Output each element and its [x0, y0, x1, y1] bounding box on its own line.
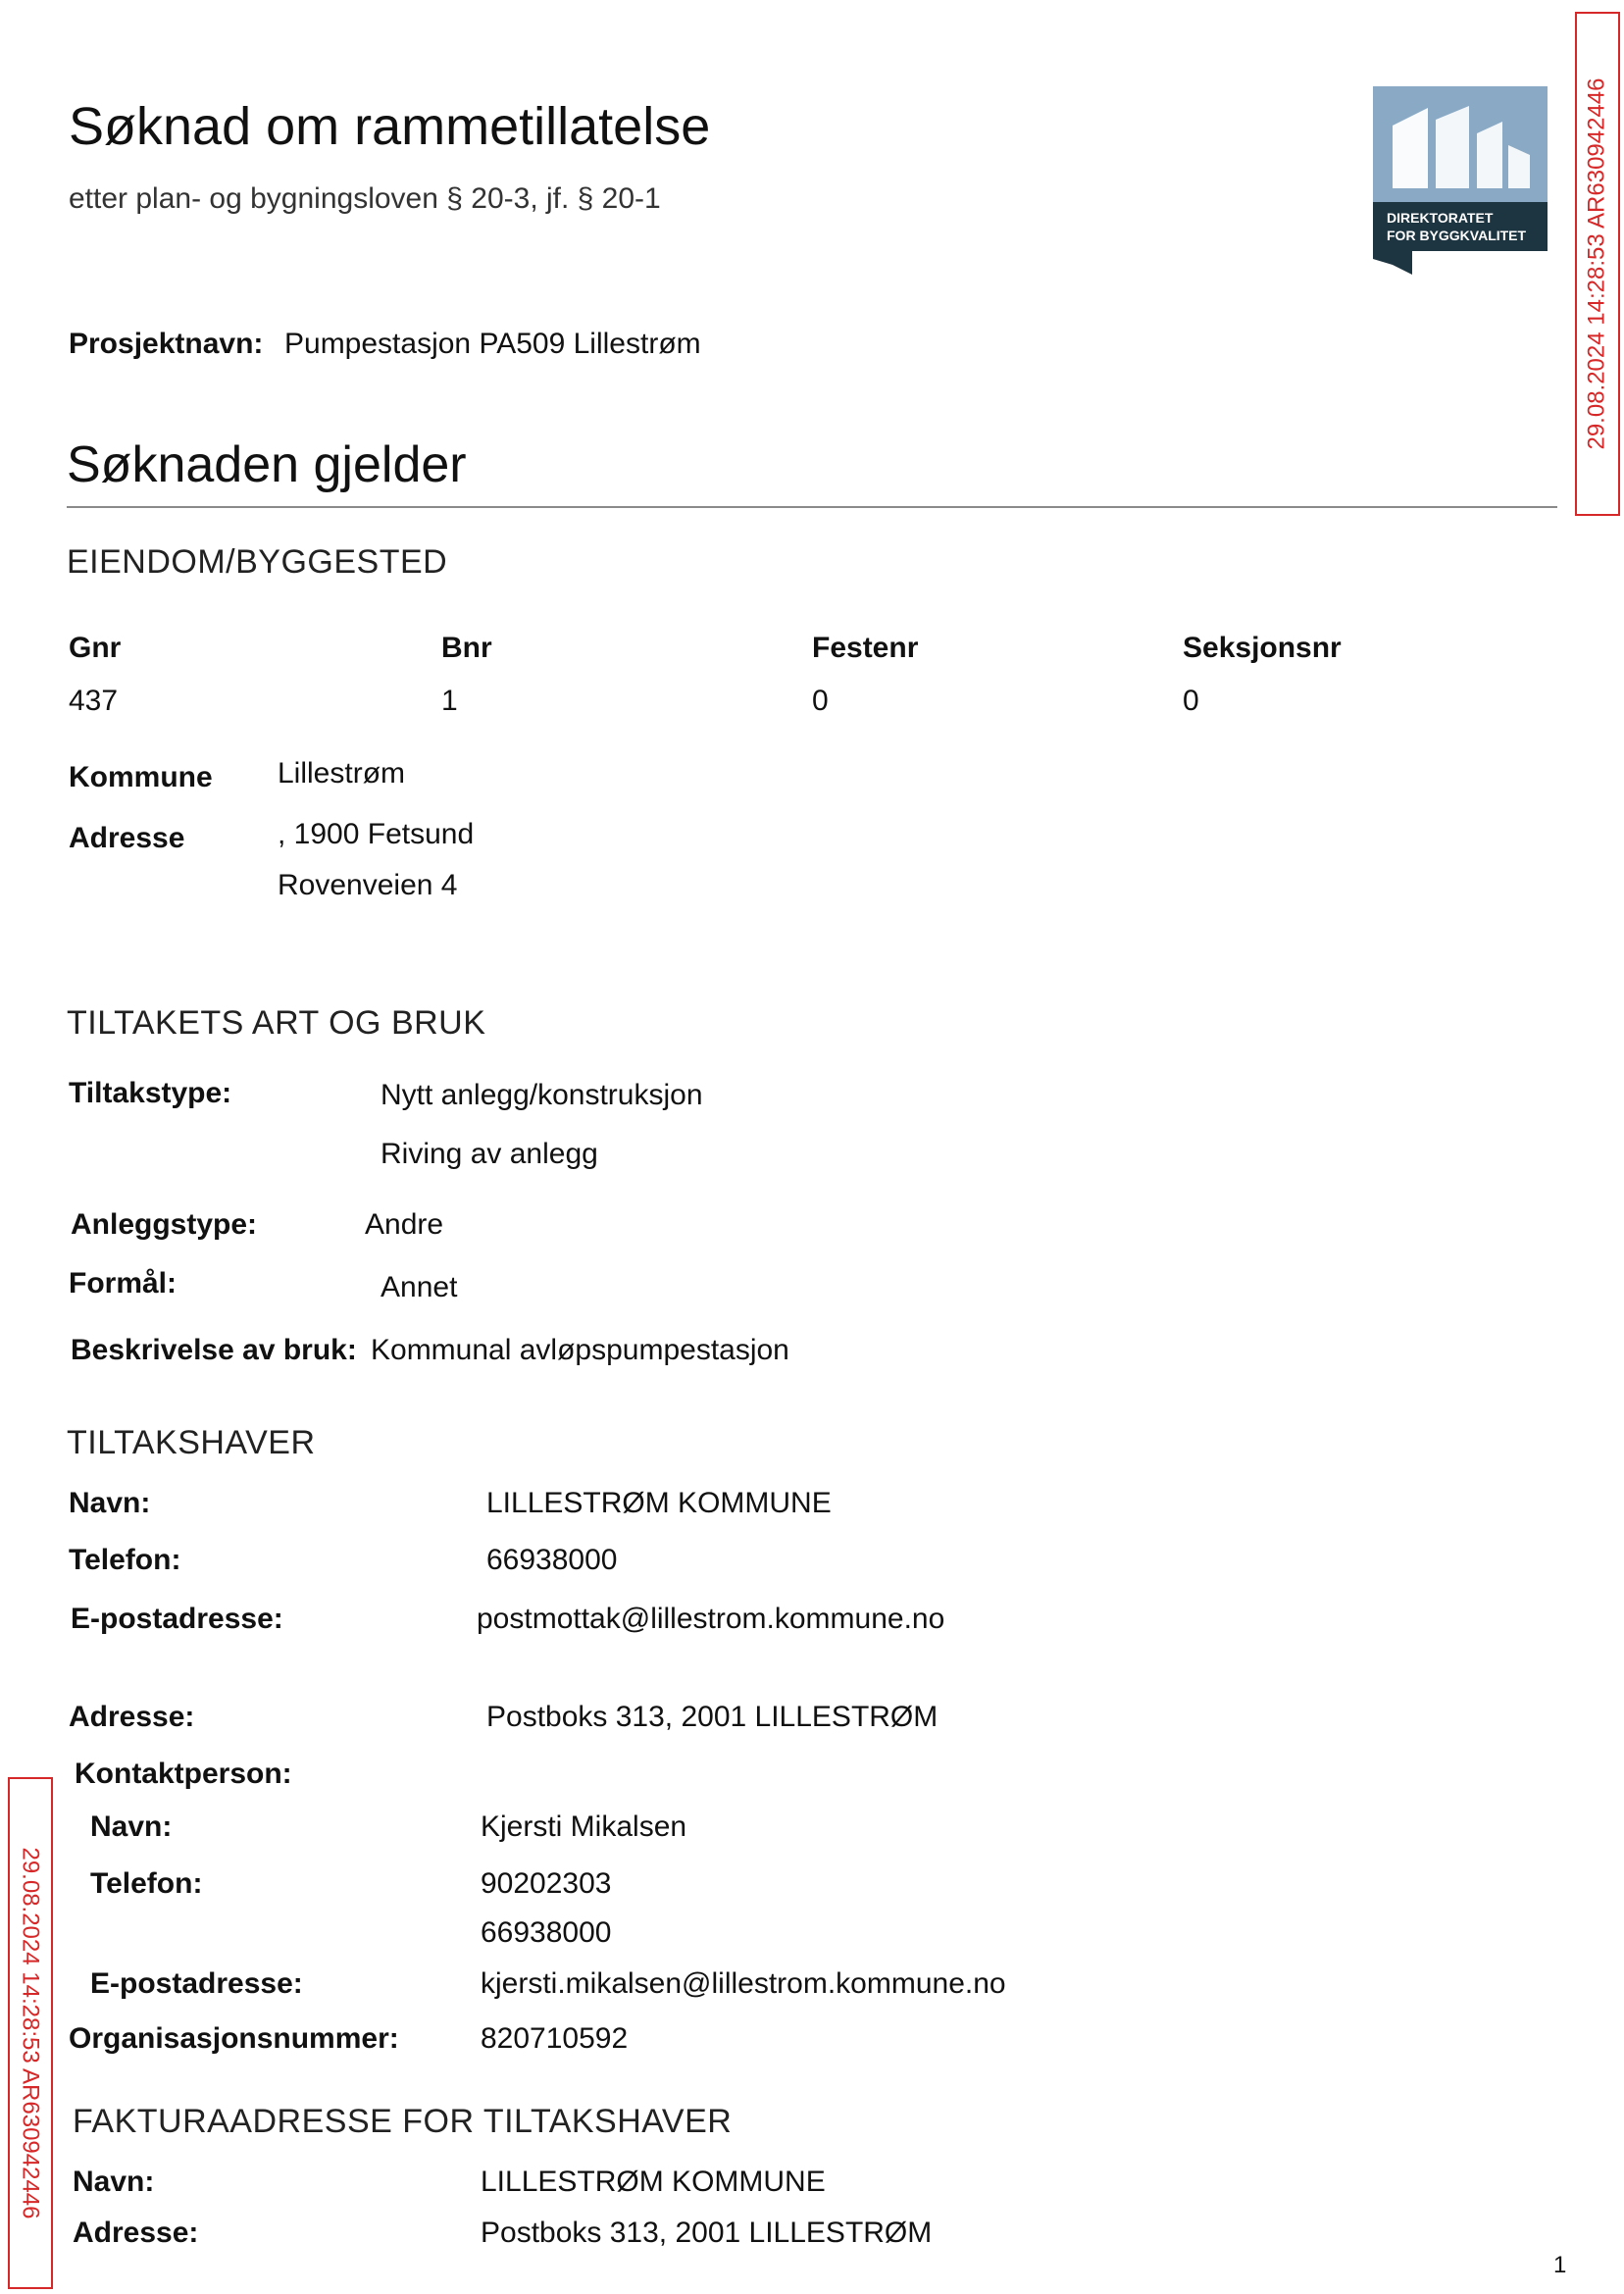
document-title: Søknad om rammetillatelse	[69, 97, 711, 156]
document-subtitle: etter plan- og bygningsloven § 20-3, jf. § 20-1	[69, 182, 661, 215]
gnr-value: 437	[69, 685, 119, 717]
tiltakstype-value-1: Nytt anlegg/konstruksjon	[381, 1079, 703, 1111]
kontakt-epost-label: E-postadresse:	[90, 1967, 303, 2000]
tiltakshaver-epost-value: postmottak@lillestrom.kommune.no	[477, 1603, 945, 1635]
tiltakshaver-telefon-value: 66938000	[486, 1544, 618, 1576]
archive-stamp-bottom	[8, 1777, 53, 2289]
dibk-logo	[1373, 86, 1548, 275]
kontakt-telefon-value-2: 66938000	[481, 1916, 612, 1949]
kontakt-telefon-label: Telefon:	[90, 1867, 203, 1900]
kontaktperson-label: Kontaktperson:	[75, 1758, 292, 1790]
kommune-label: Kommune	[69, 761, 213, 793]
festenr-value: 0	[812, 685, 829, 717]
tiltakshaver-epost-label: E-postadresse:	[71, 1603, 283, 1635]
anleggstype-label: Anleggstype:	[71, 1208, 258, 1241]
tiltakshaver-telefon-label: Telefon:	[69, 1544, 181, 1576]
orgnr-value: 820710592	[481, 2022, 629, 2055]
tiltakshaver-adresse-value: Postboks 313, 2001 LILLESTRØM	[486, 1701, 939, 1733]
faktura-heading: FAKTURAADRESSE FOR TILTAKSHAVER	[73, 2103, 733, 2140]
bnr-label: Bnr	[441, 632, 492, 664]
page-number: 1	[1553, 2252, 1567, 2278]
tiltakshaver-navn-label: Navn:	[69, 1487, 151, 1519]
tiltakshaver-heading: TILTAKSHAVER	[67, 1424, 316, 1461]
orgnr-label: Organisasjonsnummer:	[69, 2022, 399, 2055]
property-heading: EIENDOM/BYGGESTED	[67, 543, 448, 581]
project-label: Prosjektnavn:	[69, 328, 264, 360]
archive-stamp-bottom-text: 29.08.2024 14:28:53 AR630942446	[18, 1847, 44, 2219]
faktura-navn-label: Navn:	[73, 2166, 155, 2198]
formal-value: Annet	[381, 1271, 458, 1303]
tiltak-heading: TILTAKETS ART OG BRUK	[67, 1004, 486, 1042]
gnr-label: Gnr	[69, 632, 122, 664]
seksjonsnr-value: 0	[1183, 685, 1199, 717]
festenr-label: Festenr	[812, 632, 919, 664]
faktura-adresse-value: Postboks 313, 2001 LILLESTRØM	[481, 2217, 933, 2249]
dibk-logo-graphic	[1373, 86, 1548, 275]
kontakt-navn-value: Kjersti Mikalsen	[481, 1810, 687, 1843]
faktura-adresse-label: Adresse:	[73, 2217, 199, 2249]
tiltakshaver-navn-value: LILLESTRØM KOMMUNE	[486, 1487, 832, 1519]
faktura-navn-value: LILLESTRØM KOMMUNE	[481, 2166, 826, 2198]
tiltakstype-value-2: Riving av anlegg	[381, 1138, 598, 1170]
archive-stamp-top-text: 29.08.2024 14:28:53 AR630942446	[1584, 77, 1610, 450]
formal-label: Formål:	[69, 1267, 178, 1300]
bnr-value: 1	[441, 685, 458, 717]
adresse-label: Adresse	[69, 822, 185, 854]
adresse-line1: , 1900 Fetsund	[278, 818, 475, 850]
tiltakstype-label: Tiltakstype:	[69, 1077, 232, 1109]
beskrivelse-label: Beskrivelse av bruk:	[71, 1334, 357, 1366]
logo-text-line2: FOR BYGGKVALITET	[1387, 228, 1527, 243]
seksjonsnr-label: Seksjonsnr	[1183, 632, 1342, 664]
section-heading: Søknaden gjelder	[67, 436, 467, 493]
adresse-line2: Rovenveien 4	[278, 869, 458, 901]
section-divider	[67, 506, 1557, 508]
beskrivelse-value: Kommunal avløpspumpestasjon	[371, 1334, 789, 1366]
archive-stamp-top	[1575, 12, 1620, 516]
kontakt-epost-value: kjersti.mikalsen@lillestrom.kommune.no	[481, 1967, 1006, 2000]
kommune-value: Lillestrøm	[278, 757, 406, 790]
tiltakshaver-adresse-label: Adresse:	[69, 1701, 195, 1733]
logo-text-line1: DIREKTORATET	[1387, 210, 1494, 226]
kontakt-navn-label: Navn:	[90, 1810, 173, 1843]
kontakt-telefon-value-1: 90202303	[481, 1867, 612, 1900]
project-value: Pumpestasjon PA509 Lillestrøm	[284, 328, 701, 360]
anleggstype-value: Andre	[365, 1208, 444, 1241]
